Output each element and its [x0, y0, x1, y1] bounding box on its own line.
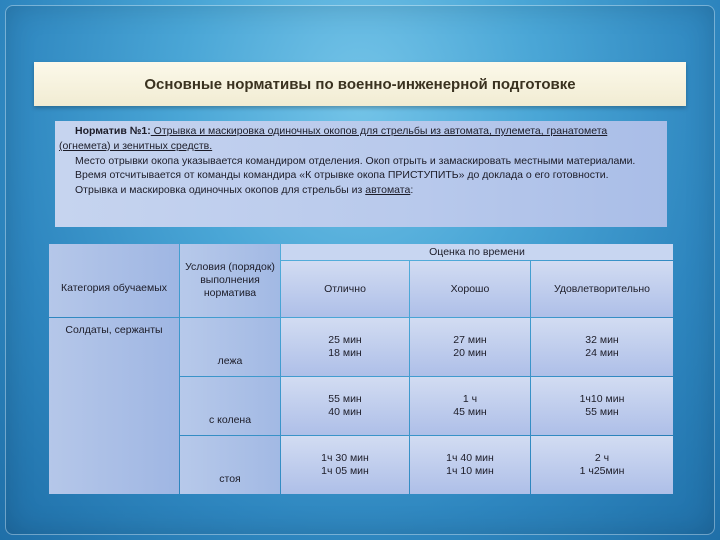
position-label: лежа	[217, 354, 243, 367]
norm-paragraph-weapon	[59, 183, 661, 198]
table-cell: 55 мин 40 мин	[281, 377, 409, 435]
grade-satisfactory: Удовлетворительно	[531, 261, 673, 317]
norm-label: Норматив №1:	[75, 125, 151, 137]
position-standing	[180, 436, 280, 494]
norm-title: Отрывка и маскировка одиночных окопов для стрельбы из автомата, пулемета, гранатомета (огнемета) и зенитных средств.	[59, 125, 608, 152]
norm-paragraph-time: Время отсчитывается от команды командира «К отрывке окопа ПРИСТУПИТЬ» до доклада о его готовности.	[75, 169, 609, 182]
category-value: Солдаты, сержанты	[65, 324, 163, 336]
table-cell: 32 мин 24 мин	[531, 318, 673, 376]
title-bar	[34, 62, 686, 106]
header-conditions-label: Условия (порядок) выполнения норматива	[185, 261, 275, 299]
position-kneeling	[180, 377, 280, 435]
table-cell: 27 мин 20 мин	[410, 318, 530, 376]
norm-heading	[59, 124, 661, 154]
table-cell: 1ч 40 мин 1ч 10 мин	[410, 436, 530, 494]
position-label: стоя	[219, 472, 241, 485]
grade-good: Хорошо	[410, 261, 530, 317]
norm-weapon-prefix: Отрывка и маскировка одиночных окопов для стрельбы из	[75, 184, 366, 197]
table-cell: 1 ч 45 мин	[410, 377, 530, 435]
table-cell: 2 ч 1 ч25мин	[531, 436, 673, 494]
norm-description	[55, 121, 667, 227]
norm-paragraph-place: Место отрывки окопа указывается командиром отделения. Окоп отрыть и замаскировать местными материалами.	[75, 154, 636, 167]
norm-weapon-link: автомата	[365, 184, 411, 197]
position-label: с колена	[208, 413, 252, 426]
grade-excellent: Отлично	[281, 261, 409, 317]
header-category-label: Категория обучаемых	[60, 282, 168, 294]
position-prone	[180, 318, 280, 376]
category-cell	[49, 318, 179, 494]
header-category	[49, 244, 179, 317]
norm-weapon-suffix: :	[410, 184, 414, 197]
table-cell: 25 мин 18 мин	[281, 318, 409, 376]
table-cell: 1ч10 мин 55 мин	[531, 377, 673, 435]
table-cell: 1ч 30 мин 1ч 05 мин	[281, 436, 409, 494]
header-time: Оценка по времени	[281, 244, 673, 260]
norms-table	[48, 243, 674, 495]
page-title: Основные нормативы по военно-инженерной подготовке	[144, 75, 576, 93]
header-conditions	[180, 244, 280, 317]
